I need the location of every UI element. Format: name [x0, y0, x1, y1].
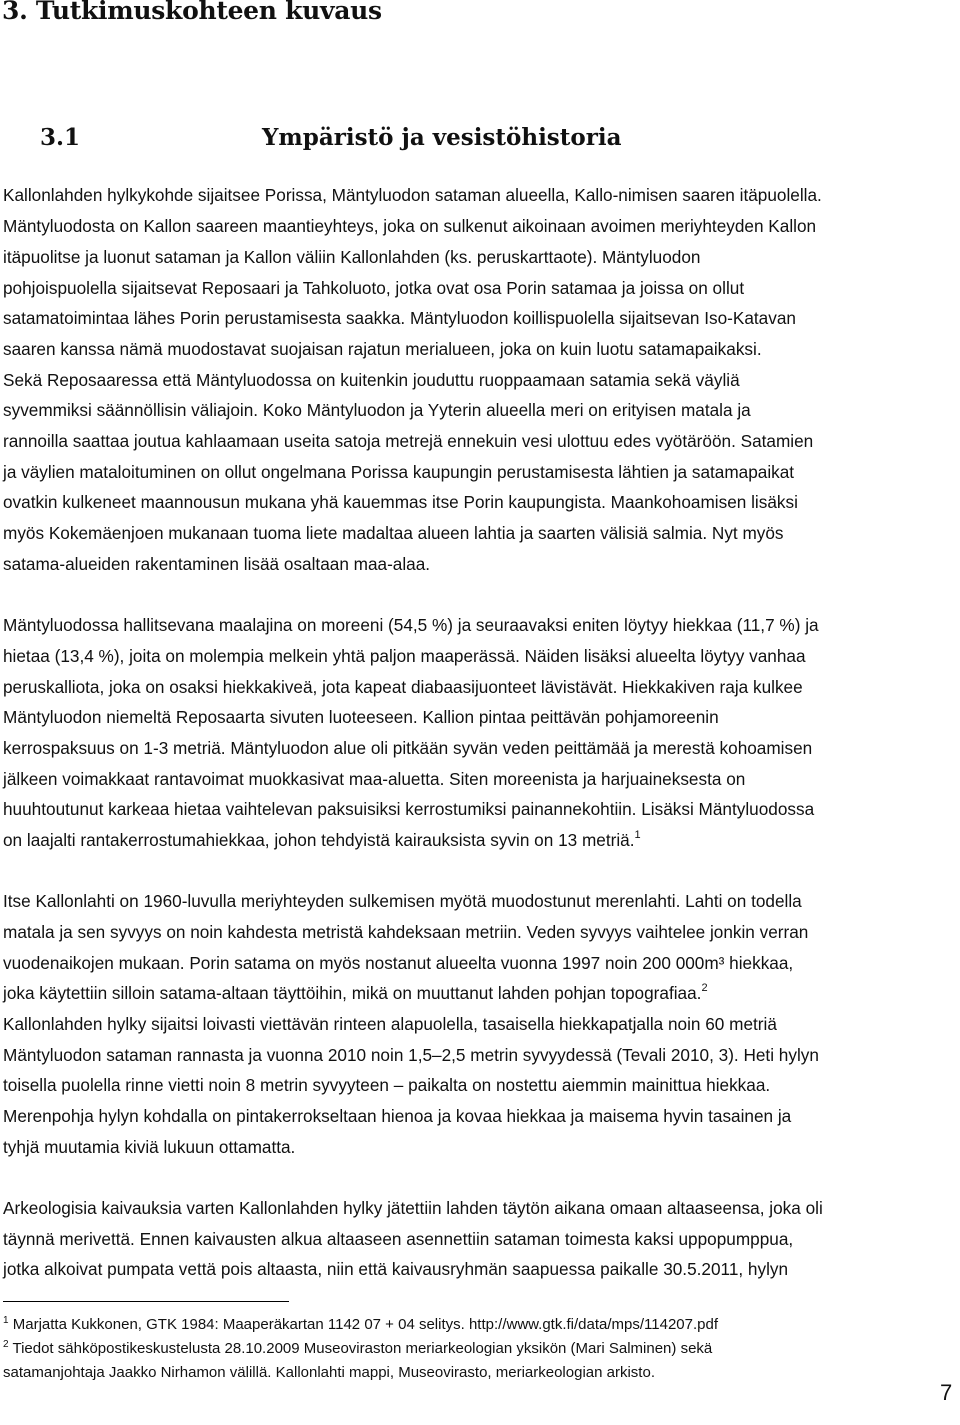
- text-line: toisella puolella rinne vietti noin 8 metrin syvyyteen – paikalta on nostettu aiemmin mainittua hiekkaa.: [3, 1075, 771, 1095]
- text-line: itäpuolitse ja luonut sataman ja Kallon väliin Kallonlahden (ks. peruskarttaote). Mäntyluodon: [3, 247, 701, 267]
- text-line-content: on laajalti rantakerrostumahiekkaa, johon tehdyistä kairauksista syvin on 13 metriä.: [3, 830, 635, 850]
- footnote-mark: 1: [3, 1315, 9, 1326]
- text-line: jotka alkoivat pumpata vettä pois altaasta, niin että kaivausryhmän saapuessa paikalle 30.5.2011, hylyn: [3, 1259, 789, 1279]
- text-line: satama-alueiden rakentaminen lisää osaltaan maa-alaa.: [3, 554, 431, 574]
- text-line: Itse Kallonlahti on 1960-luvulla meriyhteyden sulkemisen myötä muodostunut merenlahti. Lahti on todella: [3, 891, 802, 911]
- text-line: satamatoimintaa lähes Porin perustamisesta saakka. Mäntyluodon koillispuolella sijaitsevan Iso-Katavan: [3, 308, 796, 328]
- footnote-text: Tiedot sähköpostikeskustelusta 28.10.2009 Museoviraston meriarkeologian yksikön (Mari Salminen) sekä: [8, 1340, 713, 1357]
- text-line: kerrospaksuus on 1-3 metriä. Mäntyluodon alue oli pitkään syvän veden peittämää ja merestä kohoamisen: [3, 738, 813, 758]
- footnote-ref-2[interactable]: 2: [701, 982, 708, 994]
- footnote-2: [3, 1340, 712, 1358]
- text-line: Arkeologisia kaivauksia varten Kallonlahden hylky jätettiin lahden täytön aikana omaan altaaseensa, joka oli: [3, 1198, 823, 1218]
- text-line: Mäntyluodon niemeltä Reposaarta sivuten luoteeseen. Kallion pintaa peittävän pohjamoreenin: [3, 707, 719, 727]
- text-line: täynnä merivettä. Ennen kaivausten alkua altaaseen asennettiin sataman toimesta kaksi uppopumppua,: [3, 1229, 794, 1249]
- text-line: jälkeen voimakkaat rantavoimat muokkasivat maa-aluetta. Siten moreenista ja harjuaineksesta on: [3, 769, 746, 789]
- text-line: huuhtoutunut karkeaa hietaa vaihtelevan paksuisiksi kerrostumiksi painannekohtiin. Lisäksi Mäntyluodossa: [3, 799, 815, 819]
- text-line: [3, 983, 708, 1003]
- text-line: tyhjä muutamia kiviä lukuun ottamatta.: [3, 1137, 296, 1157]
- text-line: hietaa (13,4 %), joita on molempia melkein yhtä paljon maaperässä. Näiden lisäksi alueelta löytyy vanhaa: [3, 646, 806, 666]
- text-line: Kallonlahden hylky sijaitsi loivasti viettävän rinteen alapuolella, tasaisella hiekkapatjalla noin 60 metriä: [3, 1014, 777, 1034]
- footnote-divider: [3, 1301, 289, 1302]
- text-line: saaren kanssa nämä muodostavat suojaisan rajatun merialueen, joka on kuin luotu satamapaikaksi.: [3, 339, 762, 359]
- footnote-text: Marjatta Kukkonen, GTK 1984: Maaperäkartan 1142 07 + 04 selitys. http://www.gtk.fi/data/mps/114207.pdf: [8, 1316, 718, 1333]
- footnote-1: [3, 1316, 718, 1334]
- footnote-mark: 2: [3, 1339, 9, 1350]
- page-number: 7: [940, 1380, 953, 1405]
- text-line: ovatkin kulkeneet maannousun mukana yhä kauemmas itse Porin kaupungista. Maankohoamisen lisäksi: [3, 492, 798, 512]
- text-line: Mäntyluodossa hallitsevana maalajina on moreeni (54,5 %) ja seuraavaksi eniten löytyy hiekkaa (11,7 %) ja: [3, 615, 819, 635]
- text-line: matala ja sen syvyys on noin kahdesta metristä kahdeksaan metriin. Veden syvyys vaihtelee jonkin verran: [3, 922, 809, 942]
- text-line: rannoilla saattaa joutua kahlaamaan useita satoja metrejä ennekuin vesi ulottuu edes vyötäröön. Satamien: [3, 431, 814, 451]
- text-line: pohjoispuolella sijaitsevat Reposaari ja Tahkoluoto, jotka ovat osa Porin satamaa ja joissa on ollut: [3, 278, 745, 298]
- text-line: myös Kokemäenjoen mukanaan tuoma liete madaltaa alueen lahtia ja saarten välisiä salmia. Nyt myös: [3, 523, 784, 543]
- text-line: vuodenaikojen mukaan. Porin satama on myös nostanut alueelta vuonna 1997 noin 200 000m³ hiekkaa,: [3, 953, 794, 973]
- text-line: Mäntyluodon sataman rannasta ja vuonna 2010 noin 1,5–2,5 metrin syvyydessä (Tevali 2010, 3). Heti hylyn: [3, 1045, 819, 1065]
- text-line: ja väylien mataloituminen on ollut ongelmana Porissa kaupungin perustamisesta lähtien ja satamapaikat: [3, 462, 795, 482]
- text-line: Merenpohja hylyn kohdalla on pintakerrokseltaan hienoa ja kovaa hiekkaa ja maisema hyvin tasainen ja: [3, 1106, 792, 1126]
- footnote-2-continued: satamanjohtaja Jaakko Nirhamon välillä. Kallonlahti mappi, Museovirasto, meriarkeologian arkisto.: [3, 1364, 655, 1381]
- text-line-content: joka käytettiin silloin satama-altaan täyttöihin, mikä on muuttanut lahden pohjan topografiaa.: [3, 983, 702, 1003]
- text-line: Sekä Reposaaressa että Mäntyluodossa on kuitenkin jouduttu ruoppaamaan satamia sekä väyliä: [3, 370, 740, 390]
- text-line: Mäntyluodosta on Kallon saareen maantieyhteys, joka on sulkenut aikoinaan avoimen meriyhteyden Kallon: [3, 216, 817, 236]
- footnote-ref-1[interactable]: 1: [634, 829, 641, 841]
- text-line: peruskalliota, joka on osaksi hiekkakiveä, jota kapeat diabaasijuonteet lävistävät. Hiekkakiven raja kulkee: [3, 677, 803, 697]
- text-line: Kallonlahden hylkykohde sijaitsee Porissa, Mäntyluodon sataman alueella, Kallo-nimisen saaren itäpuolella.: [3, 185, 822, 205]
- subsection-number: 3.1: [40, 124, 81, 151]
- subsection-title: Ympäristö ja vesistöhistoria: [262, 124, 622, 151]
- section-heading: 3. Tutkimuskohteen kuvaus: [2, 0, 382, 25]
- text-line: [3, 830, 641, 850]
- text-line: syvemmiksi säännöllisin väliajoin. Koko Mäntyluodon ja Yyterin alueella meri on erityisen matala ja: [3, 400, 751, 420]
